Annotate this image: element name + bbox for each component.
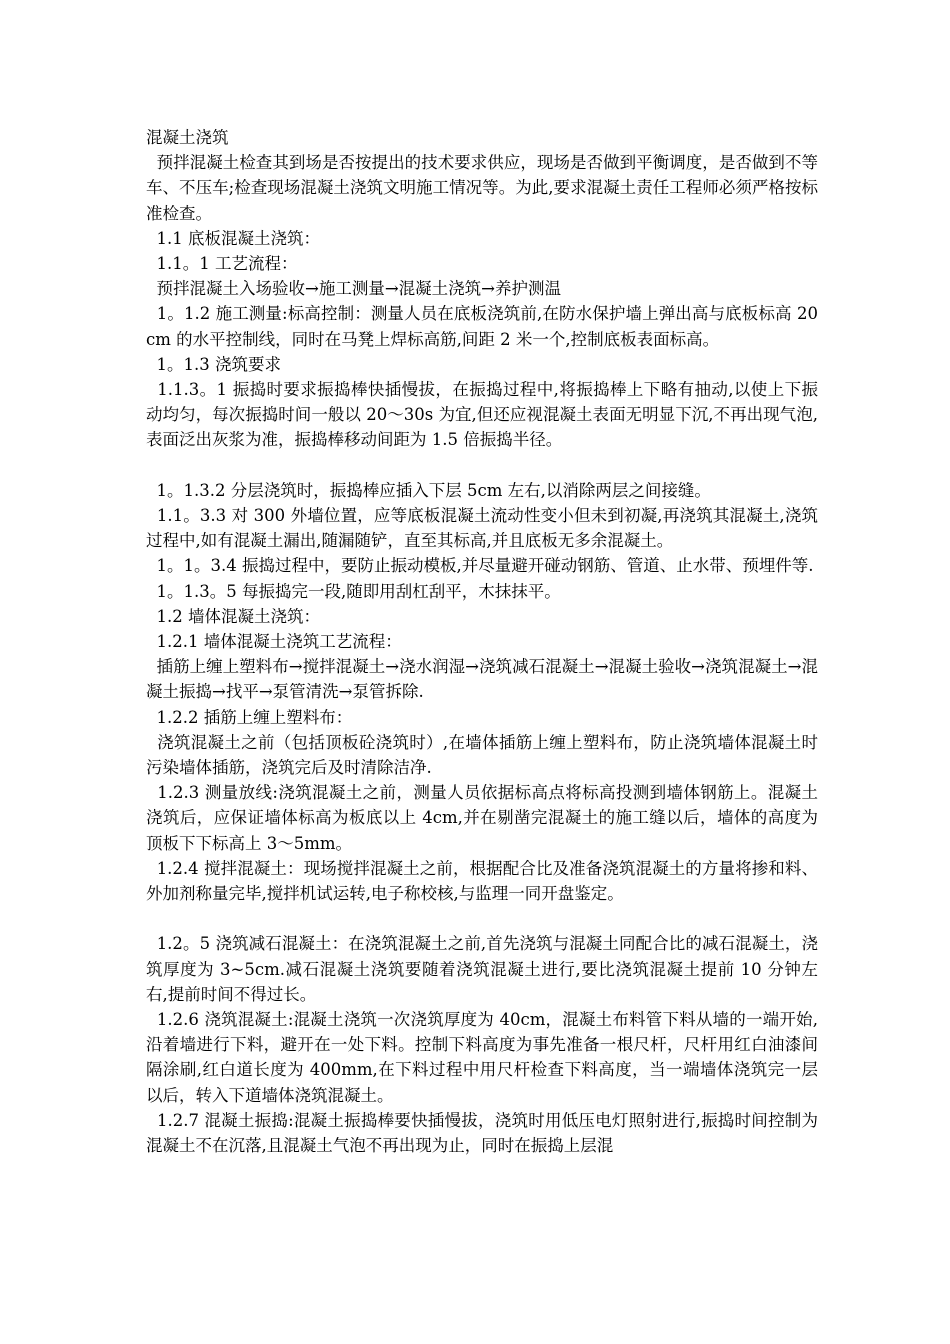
- paragraph: 1.2。5 浇筑减石混凝土：在浇筑混凝土之前,首先浇筑与混凝土同配合比的减石混凝土，浇筑厚度为 3~5cm.减石混凝土浇筑要随着浇筑混凝土进行,要比浇筑混凝土提前 10 分钟左右,提前时间不得过长。: [146, 934, 818, 1004]
- paragraph: 1。1.3。5 每振捣完一段,随即用刮杠刮平，木抹抹平。: [146, 581, 561, 601]
- paragraph: 预拌混凝土检查其到场是否按提出的技术要求供应，现场是否做到平衡调度，是否做到不等车、不压车;检查现场混凝土浇筑文明施工情况等。为此,要求混凝土责任工程师必须严格按标准检查。: [146, 153, 819, 223]
- blank-line: [146, 453, 818, 478]
- paragraph: 1.2.3 测量放线:浇筑混凝土之前，测量人员依据标高点将标高投测到墙体钢筋上。混凝土浇筑后，应保证墙体标高为板底以上 4cm,并在剔凿完混凝土的施工缝以后，墙体的高度为顶板下下标高上 3～5mm。: [146, 783, 818, 853]
- subsection-heading: 1。1.3 浇筑要求: [146, 354, 281, 374]
- document-body: [146, 125, 818, 1158]
- paragraph: 插筋上缠上塑料布→搅拌混凝土→浇水润湿→浇筑减石混凝土→混凝土验收→浇筑混凝土→混凝土振捣→找平→泵管清洗→泵管拆除.: [146, 657, 818, 702]
- section-heading: 1.1 底板混凝土浇筑：: [146, 228, 320, 248]
- blank-line: [146, 906, 818, 931]
- subsection-heading: 1.2.1 墙体混凝土浇筑工艺流程：: [146, 632, 402, 652]
- paragraph: 1。1。3.4 振捣过程中，要防止振动模板,并尽量避开碰动钢筋、管道、止水带、预埋件等.: [146, 556, 814, 576]
- paragraph: 1.1.3。1 振捣时要求振捣棒快插慢拔，在振捣过程中,将振捣棒上下略有抽动,以使上下振动均匀，每次振捣时间一般以 20～30s 为宜,但还应视混凝土表面无明显下沉,不再出现气泡,表面泛出灰浆为准，振捣棒移动间距为 1.5 倍振捣半径。: [146, 380, 818, 450]
- section-heading: 1.2 墙体混凝土浇筑：: [146, 606, 320, 626]
- paragraph: 1。1.3.2 分层浇筑时，振捣棒应插入下层 5cm 左右,以消除两层之间接缝。: [146, 480, 711, 500]
- subsection-heading: 1.2.2 插筋上缠上塑料布：: [146, 707, 353, 727]
- paragraph: 1.2.6 浇筑混凝土:混凝土浇筑一次浇筑厚度为 40cm，混凝土布料管下料从墙的一端开始,沿着墙进行下料，避开在一处下料。控制下料高度为事先准备一根尺杆，尺杆用红白油漆间隔涂刷,红白道长度为 400mm,在下料过程中用尺杆检查下料高度，当一端墙体浇筑完一层以后，转入下道墙体浇筑混凝土。: [146, 1010, 818, 1105]
- paragraph: 浇筑混凝土之前（包括顶板砼浇筑时）,在墙体插筋上缠上塑料布，防止浇筑墙体混凝土时污染墙体插筋，浇筑完后及时清除洁净.: [146, 732, 818, 778]
- paragraph: 1.1。3.3 对 300 外墙位置，应等底板混凝土流动性变小但未到初凝,再浇筑其混凝土,浇筑过程中,如有混凝土漏出,随漏随铲，直至其标高,并且底板无多余混凝土。: [146, 506, 818, 551]
- subsection-heading: 1.1。1 工艺流程：: [146, 254, 298, 274]
- paragraph: 1.2.7 混凝土振捣:混凝土振捣棒要快插慢拔，浇筑时用低压电灯照射进行,振捣时间控制为混凝土不在沉落,且混凝土气泡不再出现为止，同时在振捣上层混: [146, 1110, 818, 1156]
- paragraph: 1。1.2 施工测量:标高控制：测量人员在底板浇筑前,在防水保护墙上弹出高与底板标高 20cm 的水平控制线，同时在马凳上焊标高筋,间距 2 米一个,控制底板表面标高。: [146, 304, 818, 349]
- document-title: 混凝土浇筑: [146, 128, 229, 147]
- paragraph: 1.2.4 搅拌混凝土：现场搅拌混凝土之前，根据配合比及准备浇筑混凝土的方量将掺和料、外加剂称量完毕,搅拌机试运转,电子称校核,与监理一同开盘鉴定。: [146, 858, 818, 904]
- paragraph: 预拌混凝土入场验收→施工测量→混凝土浇筑→养护测温: [146, 279, 561, 299]
